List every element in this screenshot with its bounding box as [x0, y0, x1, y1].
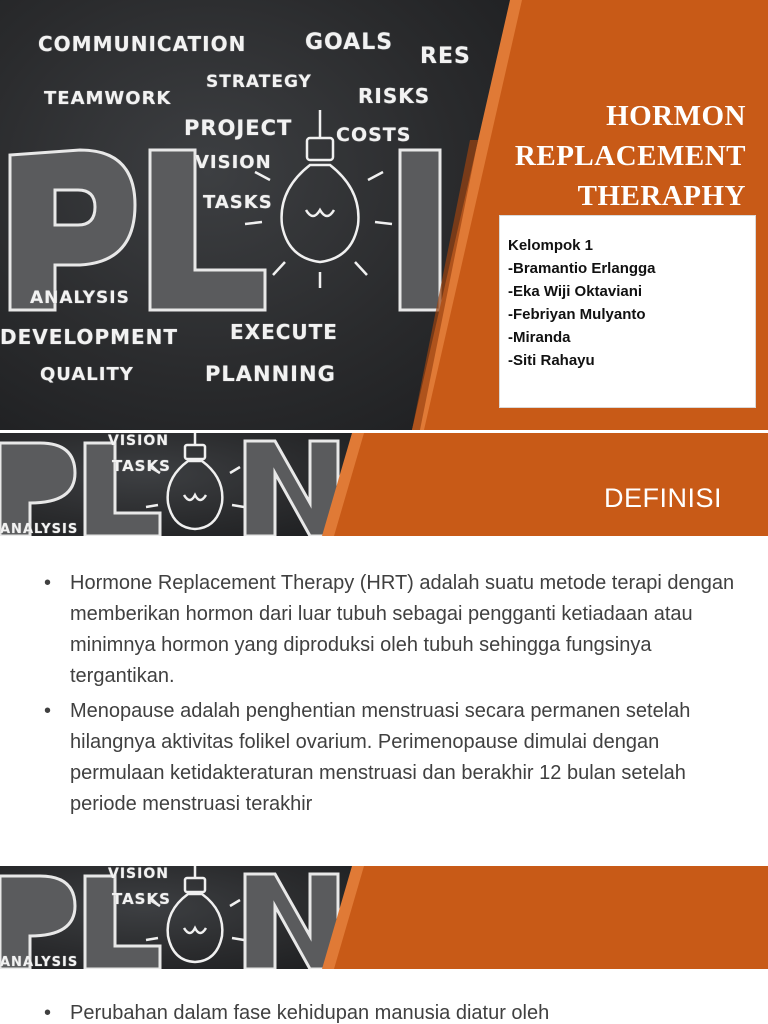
bullet-icon: • [44, 700, 52, 722]
chalk-word-risks: RISKS [358, 84, 431, 108]
definition-slide [0, 433, 768, 833]
chalk-word-teamwork: TEAMWORK [44, 88, 172, 109]
presentation-title [515, 96, 746, 216]
member-item: -Febriyan Mulyanto [508, 306, 646, 323]
bullet-icon: • [44, 1002, 52, 1024]
chalk-word-strategy: STRATEGY [206, 72, 312, 92]
members-heading: Kelompok 1 [508, 237, 594, 254]
bullet-text: Menopause adalah penghentian menstruasi secara permanen setelah hilangnya aktivitas folikel ovarium. Perimenopause dimulai dengan permulaan ketidakteraturan menstruasi dan berakhir 12 bulan setelah periode menstruasi terakhir [70, 700, 691, 815]
chalk-word-vision: VISION [108, 433, 169, 449]
slide-heading: DEFINISI [603, 483, 722, 513]
member-item: -Eka Wiji Oktaviani [508, 283, 643, 300]
bullet-list [44, 568, 744, 824]
chalk-word-tasks: TASKS [112, 890, 171, 908]
bullet-text: Perubahan dalam fase kehidupan manusia diatur oleh [70, 1002, 550, 1024]
slide-banner [0, 433, 768, 536]
chalk-word-vision: VISION [195, 152, 272, 173]
list-item [44, 568, 744, 692]
chalk-word-analysis: ANALYSIS [0, 955, 79, 969]
chalk-word-costs: COSTS [336, 124, 412, 146]
chalk-word-tasks: TASKS [203, 192, 273, 213]
chalk-word-planning: PLANNING [205, 362, 336, 386]
slide-banner [0, 866, 768, 969]
title-line-3: THERAPHY [577, 180, 746, 212]
bullet-list [44, 998, 744, 1024]
chalk-word-analysis: ANALYSIS [0, 522, 79, 536]
bullet-text: Hormone Replacement Therapy (HRT) adalah suatu metode terapi dengan memberikan hormon dari luar tubuh sebagai pengganti ketiadaan atau minimnya hormon yang diproduksi oleh tubuh sehingga fungsinya tergantikan. [70, 572, 735, 687]
bullet-icon: • [44, 572, 52, 594]
title-line-2: REPLACEMENT [514, 140, 746, 172]
members-box [499, 215, 756, 408]
list-item [44, 696, 744, 820]
chalk-word-vision: VISION [108, 866, 169, 882]
diagonal-stripes [0, 866, 768, 969]
chalk-word-goals: GOALS [305, 30, 394, 55]
member-item: -Miranda [508, 329, 571, 346]
chalk-word-execute: EXECUTE [230, 320, 338, 344]
chalk-word-project: PROJECT [184, 116, 293, 140]
chalk-word-communication: COMMUNICATION [38, 32, 247, 56]
member-item: -Siti Rahayu [508, 352, 595, 369]
chalk-word-analysis: ANALYSIS [30, 288, 130, 308]
chalk-word-quality: QUALITY [40, 364, 134, 385]
chalk-word-development: DEVELOPMENT [0, 325, 179, 349]
title-slide [0, 0, 768, 430]
list-item [44, 998, 744, 1024]
title-line-1: HORMON [606, 100, 746, 132]
chalk-word-res: RES [420, 44, 471, 69]
next-slide [0, 866, 768, 1024]
chalk-word-tasks: TASKS [112, 457, 171, 475]
member-item: -Bramantio Erlangga [508, 260, 656, 277]
